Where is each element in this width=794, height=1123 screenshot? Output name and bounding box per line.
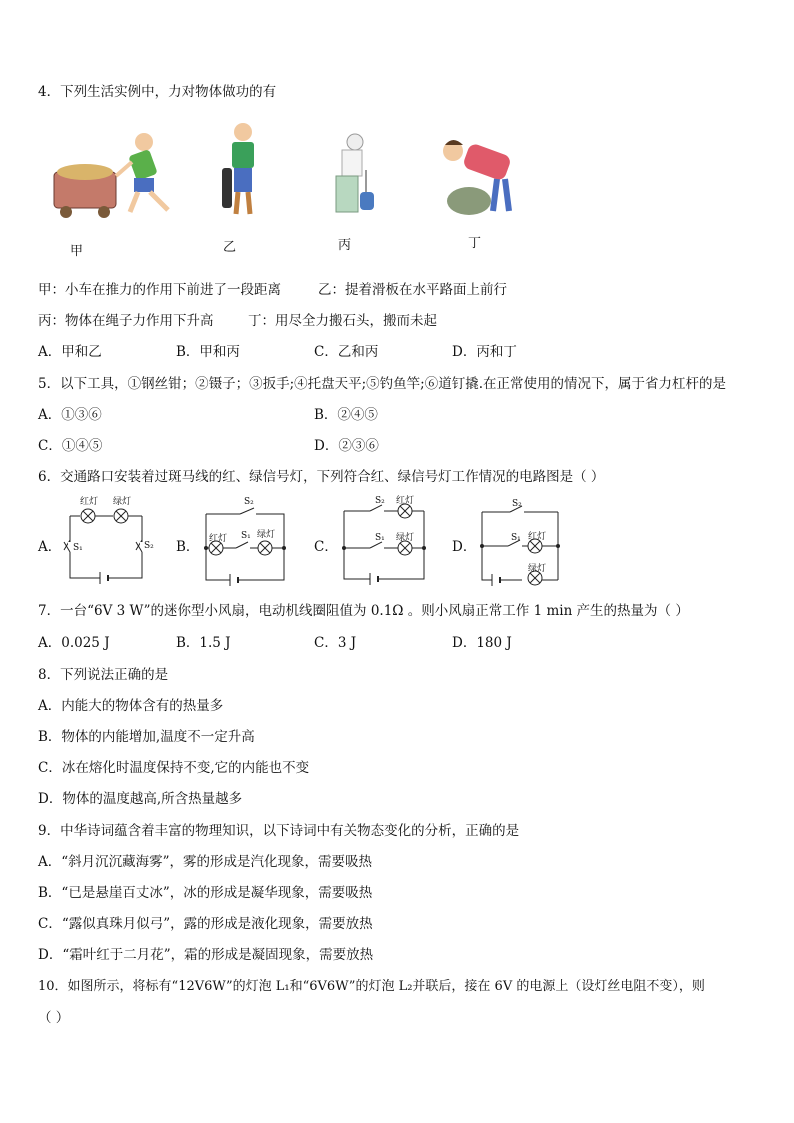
q5-stem: 5．以下工具，①钢丝钳；②镊子；③扳手;④托盘天平;⑤钓鱼竿;⑥道钉撬.在正常使用的情况下，属于省力杠杆的是 bbox=[38, 376, 727, 392]
q7-option-a: A．0.025 J bbox=[38, 635, 110, 651]
q5-option-a: A．①③⑥ bbox=[38, 407, 102, 423]
circuit-b-s2-label: S₂ bbox=[244, 497, 254, 507]
q7-stem: 7．一台“6V 3 W”的迷你型小风扇，电动机线圈阻值为 0.1Ω 。则小风扇正常工作 1 min 产生的热量为（ ） bbox=[38, 603, 689, 619]
boy-skateboard-illustration bbox=[218, 120, 268, 220]
q4-desc-yi: 乙：提着滑板在水平路面上前行 bbox=[318, 282, 507, 298]
circuit-d-red-label: 红灯 bbox=[528, 532, 547, 542]
q4-option-c: C．乙和丙 bbox=[314, 344, 379, 360]
caption-jia: 甲 bbox=[70, 244, 84, 259]
q7-option-d: D．180 J bbox=[452, 635, 512, 651]
pulley-illustration bbox=[330, 130, 380, 215]
caption-yi: 乙 bbox=[223, 240, 237, 255]
circuit-c-red-label: 红灯 bbox=[396, 496, 415, 506]
q4-option-a: A．甲和乙 bbox=[38, 344, 102, 360]
circuit-d-s2-label: S₂ bbox=[512, 499, 522, 509]
circuit-c-green-label: 绿灯 bbox=[396, 533, 415, 543]
q4-option-b: B．甲和丙 bbox=[176, 344, 240, 360]
circuit-a-s2-label: S₂ bbox=[144, 541, 154, 551]
circuit-a-green-label: 绿灯 bbox=[113, 497, 132, 507]
q4-desc-bing: 丙：物体在绳子力作用下升高 bbox=[38, 313, 214, 329]
q4-desc-ding: 丁：用尽全力搬石头，搬而未起 bbox=[248, 313, 437, 329]
q8-option-b: B．物体的内能增加,温度不一定升高 bbox=[38, 729, 255, 745]
q9-option-c: C．“露似真珠月似弓”，露的形成是液化现象，需要放热 bbox=[38, 916, 373, 932]
circuit-a-s1-label: S₁ bbox=[73, 543, 83, 553]
circuit-a bbox=[60, 492, 160, 584]
circuit-d-s1-label: S₁ bbox=[511, 533, 521, 543]
circuit-a-red-label: 红灯 bbox=[80, 497, 99, 507]
q9-option-b: B．“已是悬崖百丈冰”，冰的形成是凝华现象，需要吸热 bbox=[38, 885, 373, 901]
q8-stem: 8．下列说法正确的是 bbox=[38, 667, 169, 683]
q5-option-c: C．①④⑤ bbox=[38, 438, 103, 454]
q10-blank: （ ） bbox=[38, 1010, 70, 1026]
lift-stone-illustration bbox=[435, 135, 525, 220]
circuit-c bbox=[340, 495, 440, 587]
q5-option-d: D．②③⑥ bbox=[314, 438, 379, 454]
q4-stem: 4．下列生活实例中，力对物体做功的有 bbox=[38, 84, 277, 100]
circuit-b-red-label: 红灯 bbox=[209, 534, 228, 544]
q7-option-b: B．1.5 J bbox=[176, 635, 231, 651]
q9-stem: 9．中华诗词蕴含着丰富的物理知识，以下诗词中有关物态变化的分析，正确的是 bbox=[38, 823, 520, 839]
q9-option-d: D．“霜叶红于二月花”，霜的形成是凝固现象，需要放热 bbox=[38, 947, 374, 963]
circuit-c-s1-label: S₁ bbox=[375, 533, 385, 543]
circuit-b-green-label: 绿灯 bbox=[257, 530, 276, 540]
q6-option-d-letter: D． bbox=[452, 539, 477, 555]
cart-push-illustration bbox=[50, 120, 180, 220]
q10-stem: 10．如图所示，将标有“12V6W”的灯泡 L₁和“6V6W”的灯泡 L₂并联后，接在 6V 的电源上（设灯丝电阻不变），则 bbox=[38, 979, 705, 994]
q4-option-d: D．丙和丁 bbox=[452, 344, 517, 360]
q8-option-c: C．冰在熔化时温度保持不变,它的内能也不变 bbox=[38, 760, 310, 776]
q9-option-a: A．“斜月沉沉藏海雾”，雾的形成是汽化现象，需要吸热 bbox=[38, 854, 373, 870]
q6-option-b-letter: B． bbox=[176, 539, 200, 555]
q6-option-c-letter: C． bbox=[314, 539, 338, 555]
caption-ding: 丁 bbox=[468, 236, 482, 251]
q7-option-c: C．3 J bbox=[314, 635, 357, 651]
circuit-d-green-label: 绿灯 bbox=[528, 564, 547, 574]
caption-bing: 丙 bbox=[338, 238, 352, 253]
circuit-c-s2-label: S₂ bbox=[375, 496, 385, 506]
q6-option-a-letter: A． bbox=[38, 539, 62, 555]
q8-option-a: A．内能大的物体含有的热量多 bbox=[38, 698, 224, 714]
circuit-d bbox=[478, 502, 578, 590]
circuit-b-s1-label: S₁ bbox=[241, 531, 251, 541]
q6-stem: 6．交通路口安装着过斑马线的红、绿信号灯，下列符合红、绿信号灯工作情况的电路图是（ ） bbox=[38, 469, 605, 485]
q5-option-b: B．②④⑤ bbox=[314, 407, 378, 423]
circuit-b bbox=[200, 500, 300, 588]
q8-option-d: D．物体的温度越高,所含热量越多 bbox=[38, 791, 243, 807]
q4-desc-jia: 甲：小车在推力的作用下前进了一段距离 bbox=[38, 282, 281, 298]
